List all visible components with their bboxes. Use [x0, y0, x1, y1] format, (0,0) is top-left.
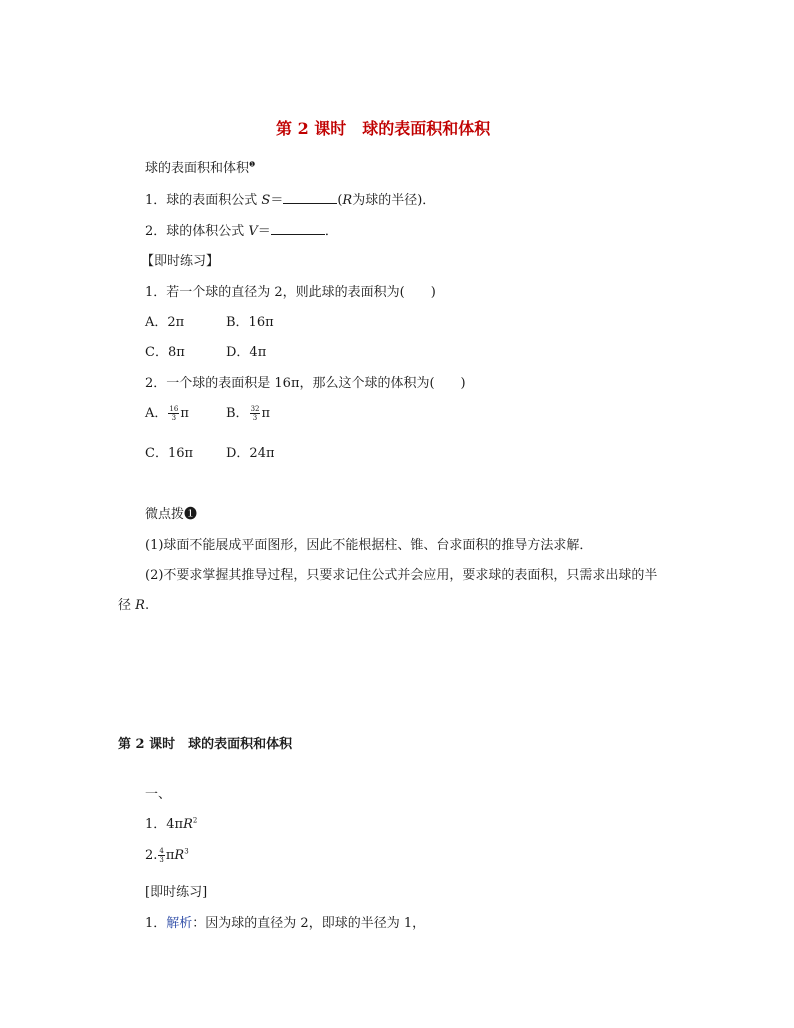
formula1-paren: (	[337, 193, 343, 208]
q2-option-b-pi: π	[261, 406, 271, 421]
answer-2-fraction	[158, 847, 164, 864]
formula2-eq: ＝	[257, 224, 271, 239]
answer-2-prefix: 2.	[145, 848, 158, 863]
solution-1-label: 解析	[166, 916, 193, 931]
q2-option-b-denominator: 3	[252, 414, 258, 422]
q2-option-a-numerator: 16	[169, 405, 179, 413]
answer-2-denominator: 3	[159, 856, 164, 864]
answer-2-var: R	[174, 848, 185, 863]
tip-heading-text: 微点拨	[145, 507, 185, 522]
question-1-stem: 1．若一个球的直径为 2，则此球的表面积为( )	[145, 285, 436, 300]
formula1-var: S	[261, 193, 271, 208]
q2-option-b-fraction	[250, 405, 261, 422]
formula-volume	[145, 222, 338, 241]
q2-option-a-label: A．	[145, 406, 168, 421]
q2-option-d[interactable]: D．24π	[226, 446, 275, 461]
q2-option-b[interactable]	[226, 405, 270, 423]
answer-2-numerator: 4	[159, 847, 164, 855]
solution-1-text: ：因为球的直径为 2，即球的半径为 1，	[192, 916, 426, 931]
tip-2-prefix: 径	[118, 598, 136, 613]
practice-heading: 【即时练习】	[141, 254, 220, 269]
tip-2-suffix: .	[144, 598, 150, 613]
formula2-var: V	[248, 224, 258, 239]
solution-1-number: 1．	[145, 916, 167, 931]
footnote-mark: ❶	[249, 160, 256, 169]
answer-part-one: 一、	[145, 787, 172, 802]
solution-1	[145, 915, 425, 933]
topic-heading-text: 球的表面积和体积	[145, 161, 250, 176]
formula-surface-area	[145, 191, 435, 210]
tip-heading	[145, 506, 197, 524]
q2-option-b-label: B．	[226, 406, 249, 421]
tip-2-line-1: (2)不要求掌握其推导过程，只要求记住公式并会应用，要求球的表面积，只需求出球的半	[145, 568, 658, 583]
formula1-blank[interactable]	[283, 191, 337, 204]
formula2-prefix: 2．球的体积公式	[145, 224, 249, 239]
answer-2	[145, 847, 189, 865]
answer-practice-heading: [即时练习]	[145, 885, 208, 900]
page-title: 第 2 课时 球的表面积和体积	[276, 119, 491, 138]
answer-section-title: 第 2 课时 球的表面积和体积	[118, 737, 293, 752]
formula1-prefix: 1．球的表面积公式	[145, 193, 262, 208]
q2-option-a-denominator: 3	[171, 414, 177, 422]
topic-heading	[145, 160, 255, 178]
q2-option-a[interactable]	[145, 405, 189, 423]
q1-option-b[interactable]: B．16π	[226, 315, 274, 330]
tip-1: (1)球面不能展成平面图形，因此不能根据柱、锥、台求面积的推导方法求解．	[145, 538, 593, 553]
q1-option-d[interactable]: D．4π	[226, 345, 267, 360]
formula2-end: ．	[324, 224, 338, 239]
tip-2-line-2	[118, 597, 149, 615]
q2-option-a-pi: π	[180, 406, 189, 421]
answer-1-exp: 2	[192, 816, 198, 825]
question-2-stem: 2．一个球的表面积是 16π，那么这个球的体积为( )	[145, 376, 466, 391]
tip-2-var: R	[135, 598, 145, 613]
formula1-eq: ＝	[270, 193, 284, 208]
q2-option-c[interactable]: C．16π	[145, 446, 194, 461]
answer-2-pi: π	[165, 848, 175, 863]
formula1-suffix-var: R	[342, 193, 353, 208]
answer-1-var: R	[183, 817, 193, 832]
q2-option-b-numerator: 32	[250, 405, 260, 413]
q2-option-a-fraction	[168, 405, 179, 422]
tip-mark: ❶	[184, 507, 198, 522]
answer-1	[145, 816, 197, 834]
formula2-blank[interactable]	[271, 222, 325, 235]
formula1-suffix: 为球的半径)．	[352, 193, 436, 208]
answer-1-prefix: 1．4π	[145, 817, 184, 832]
q1-option-c[interactable]: C．8π	[145, 345, 185, 360]
answer-2-exp: 3	[184, 847, 189, 856]
q1-option-a[interactable]: A．2π	[145, 315, 185, 330]
